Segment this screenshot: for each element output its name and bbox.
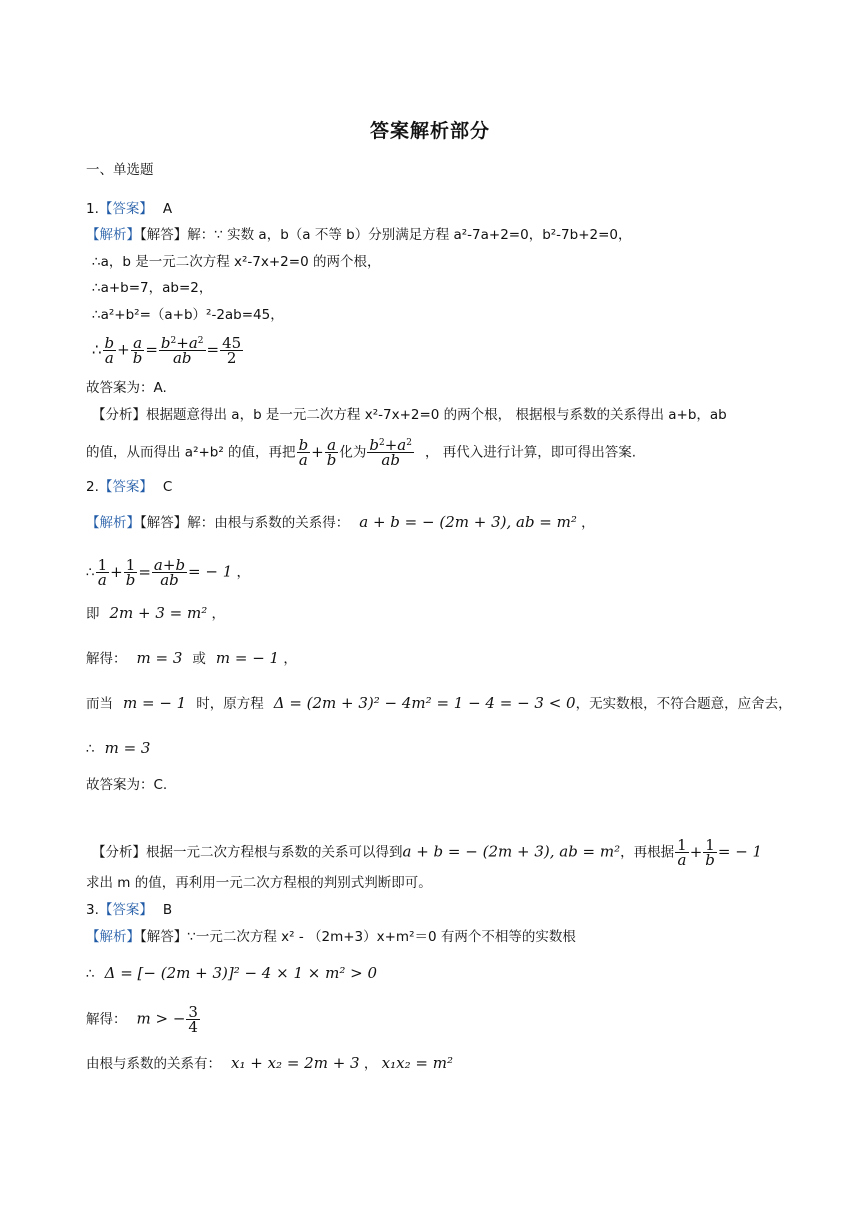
q3-answer: B [162, 902, 173, 918]
q2-step-4: 解得： m = 3 或 m = − 1 ， [86, 649, 297, 667]
q3-step-3: 解得： m > − $\frac{3}{4}$ [86, 1003, 198, 1036]
solve-tag: 【解答】 [140, 227, 188, 243]
q3-step-2: ∴ Δ = [− (2m + 3)]² − 4 × 1 × m² > 0 [86, 964, 377, 982]
q2-solution-line-1: 【解析】【解答】解：由根与系数的关系得： a + b = − (2m + 3), ab = m² ， [86, 513, 595, 531]
q1-step-1: 解：∵ 实数 a，b（a 不等 b）分别满足方程 a²-7a+2=0，b²-7b+2=0， [187, 227, 632, 243]
q1-fenxi-2c: ， 再代入进行计算，即可得出答案. [424, 444, 637, 461]
page-title: 答案解析部分 [369, 120, 490, 142]
answer-tag: 【答案】 [98, 902, 153, 918]
q2-step-2-formula: = − 1 [188, 562, 233, 581]
q1-step-3: ∴a+b=7，ab=2， [92, 280, 213, 296]
q1-answer: A [162, 201, 173, 217]
q1-answer-line [86, 199, 172, 219]
q2-step-3: 即 2m + 3 = m² ， [86, 604, 226, 622]
section-heading: 一、单选题 [86, 162, 154, 178]
q1-analysis-line-2: 的值，从而得出 a²+b² 的值，再把 $\frac{b}{a}$ + $\frac{a}{b}$ 化为 $\frac{b^2+a^2}{ab}$ ， 再代入进行计算，即可得出答案. [86, 436, 637, 469]
q1-step-5-formula: ∴ $\frac{b}{a}$ + $\frac{a}{b}$ = $\frac{b^2+a^2}{ab}$ = $\frac{45}{2}$ [92, 334, 242, 367]
q2-analysis-line-2: 求出 m 的值，再利用一元二次方程根的判别式判断即可。 [86, 875, 432, 891]
q1-number: 1. [86, 201, 99, 217]
q3-step-1: ∵一元二次方程 x² - （2m+3）x+m²＝0 有两个不相等的实数根 [187, 929, 576, 945]
q2-answer-line [86, 477, 172, 497]
q3-step-4: 由根与系数的关系有： x₁ + x₂ = 2m + 3 ， x₁x₂ = m² [86, 1054, 453, 1072]
q2-root-2: m = − 1 [215, 649, 280, 667]
q3-number: 3. [86, 902, 99, 918]
q1-analysis-line-1 [92, 405, 727, 425]
q2-step-1: 解：由根与系数的关系得： [187, 515, 350, 531]
analysis-tag: 【解析】 [86, 515, 140, 531]
q1-conclusion: 故答案为：A. [86, 380, 167, 396]
q2-step-2: ∴ $\frac{1}{a}$ + $\frac{1}{b}$ = $\frac{a+b}{ab}$ = − 1 ， [86, 556, 251, 589]
fenxi-tag: 【分析】 [92, 407, 146, 423]
q3-sum-formula: x₁ + x₂ = 2m + 3 [231, 1054, 360, 1072]
q1-step-4: ∴a²+b²=（a+b）²-2ab=45， [92, 307, 284, 323]
q2-number: 2. [86, 479, 99, 495]
q2-discriminant-formula: Δ = (2m + 3)² − 4m² = 1 − 4 = − 3 < 0 [273, 694, 576, 712]
solve-tag: 【解答】 [140, 515, 188, 531]
q1-fenxi-2b: 化为 [339, 444, 367, 461]
fenxi-tag: 【分析】 [92, 844, 146, 861]
q1-fenxi-1: 根据题意得出 a，b 是一元二次方程 x²-7x+2=0 的两个根， 根据根与系数的关系得出 a+b，ab [146, 407, 727, 423]
q3-answer-line [86, 900, 172, 920]
solve-tag: 【解答】 [140, 929, 188, 945]
analysis-tag: 【解析】 [86, 227, 140, 243]
q2-step-1-formula: a + b = − (2m + 3), ab = m² [359, 513, 577, 531]
answer-tag: 【答案】 [98, 479, 153, 495]
q2-step-6: ∴ m = 3 [86, 739, 151, 757]
q2-step-5: 而当 m = − 1 时，原方程 Δ = (2m + 3)² − 4m² = 1 − 4 = − 3 < 0，无实数根，不符合题意，应舍去， [86, 694, 792, 712]
q3-solution-line-1 [86, 927, 576, 947]
q2-step-3-formula: 2m + 3 = m² [109, 604, 208, 622]
q1-fenxi-2a: 的值，从而得出 a²+b² 的值，再把 [86, 444, 296, 461]
q2-analysis-line-1: 【分析】根据一元二次方程根与系数的关系可以得到a + b = − (2m + 3), ab = m²，再根据 $\frac{1}{a}$ + $\frac{1}{b}$ = − 1 [92, 836, 763, 869]
q1-solution-line-1 [86, 225, 632, 245]
q3-discriminant-formula: Δ = [− (2m + 3)]² − 4 × 1 × m² > 0 [104, 964, 377, 982]
q2-conclusion: 故答案为：C. [86, 777, 168, 793]
q3-product-formula: x₁x₂ = m² [381, 1054, 453, 1072]
q2-root-1: m = 3 [136, 649, 183, 667]
q2-answer: C [162, 479, 173, 495]
q1-step-2: ∴a，b 是一元二次方程 x²-7x+2=0 的两个根， [92, 254, 381, 270]
analysis-tag: 【解析】 [86, 929, 140, 945]
answer-tag: 【答案】 [98, 201, 153, 217]
